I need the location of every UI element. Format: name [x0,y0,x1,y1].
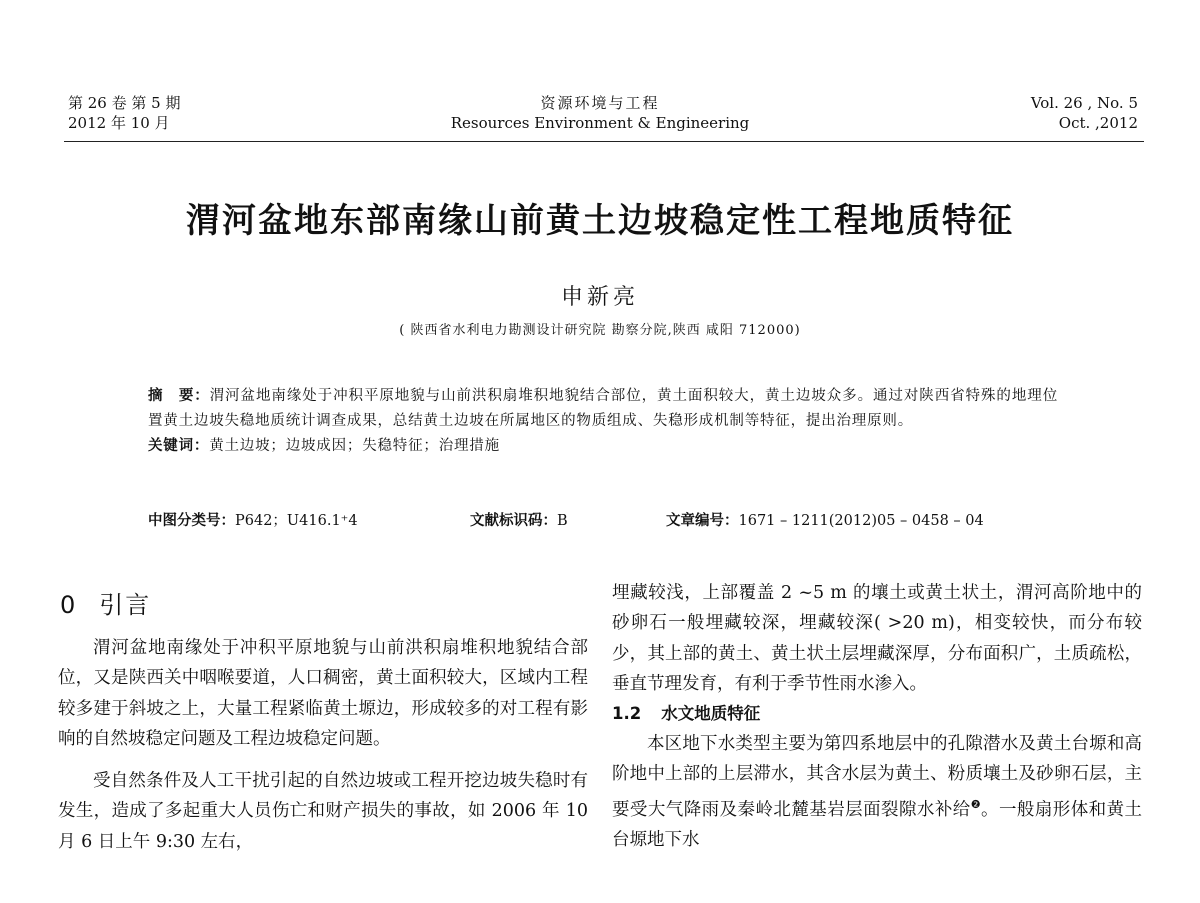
left-column [58,575,588,857]
section-title: 引言 [99,591,152,619]
subsection-number: 1.2 [612,704,642,724]
volume-issue-en: Vol. 26 , No. 5 [1030,94,1138,112]
header-rule [64,141,1144,142]
abstract [148,384,1058,434]
hydro-text-cont: 。一般扇形体和黄土台塬地下水 [612,799,1142,850]
clc-value: P642；U416.1⁺4 [235,513,358,529]
doc-label: 文献标识码： [470,513,557,529]
abstract-label: 摘 要： [148,388,210,404]
journal-name-en: Resources Environment & Engineering [450,114,750,132]
keywords [148,434,1058,459]
publish-date-en: Oct. ,2012 [1058,114,1138,132]
subsection-heading-hydro [612,699,1142,729]
subsection-title: 水文地质特征 [661,704,761,724]
abstract-text: 渭河盆地南缘处于冲积平原地貌与山前洪积扇堆积地貌结合部位，黄土面积较大，黄土边坡众多。通过对陕西省特殊的地理位置黄土边坡失稳地质统计调查成果，总结黄土边坡在所属地区的物质组成、失稳形成机制等特征，提出治理原则。 [148,388,1058,429]
intro-paragraph-1: 渭河盆地南缘处于冲积平原地貌与山前洪积扇堆积地貌结合部位，又是陕西关中咽喉要道，人口稠密，黄土面积较大，区域内工程较多建于斜坡之上，大量工程紧临黄土塬边，形成较多的对工程有影响的自然坡稳定问题及工程边坡稳定问题。 [58,638,588,749]
art-value: 1671 – 1211(2012)05 – 0458 – 04 [738,513,984,529]
publish-date: 2012 年 10 月 [68,114,170,132]
body-paragraph-continued: 埋藏较浅，上部覆盖 2 ~5 m 的壤土或黄土状土，渭河高阶地中的砂卵石一般埋藏较深，埋藏较深( >20 m)，相变较快，而分布较少，其上部的黄土、黄土状土层埋藏深厚，分布面积广，土质疏松，垂直节理发育，有利于季节性雨水渗入。 [612,583,1142,694]
article-number [666,511,984,531]
keywords-label: 关键词： [148,438,210,454]
hydro-text: 本区地下水类型主要为第四系地层中的孔隙潜水及黄土台塬和高阶地中上部的上层滞水，其含水层为黄土、粉质壤土及砂卵石层，主要受大气降雨及秦岭北麓基岩层面裂隙水补给 [612,734,1142,820]
journal-name [0,93,1200,133]
affiliation: ( 陕西省水利电力勘测设计研究院 勘察分院,陕西 咸阳 712000) [399,323,801,338]
footnote-ref[interactable]: ❷ [970,797,982,811]
paper-title: 渭河盆地东部南缘山前黄土边坡稳定性工程地质特征 [186,201,1014,241]
intro-paragraph-2: 受自然条件及人工干扰引起的自然边坡或工程开挖边坡失稳时有发生，造成了多起重大人员伤亡和财产损失的事故，如 2006 年 10 月 6 日上午 9:30 左右， [58,771,588,852]
journal-name-cn: 资源环境与工程 [540,94,660,112]
clc-label: 中图分类号： [148,513,235,529]
volume-issue: 第 26 卷 第 5 期 [68,94,181,112]
abstract-block [148,384,1058,459]
hydro-paragraph [612,729,1142,855]
issue-info-en [1031,93,1138,133]
doc-code [470,511,568,531]
art-label: 文章编号： [666,513,739,529]
keywords-text: 黄土边坡；边坡成因；失稳特征；治理措施 [209,438,500,454]
section-number: 0 [60,591,78,619]
section-heading-intro [60,589,588,621]
clc-code [148,511,358,531]
author-name: 申新亮 [560,285,639,310]
right-column [612,578,1142,855]
doc-value: B [557,513,568,529]
